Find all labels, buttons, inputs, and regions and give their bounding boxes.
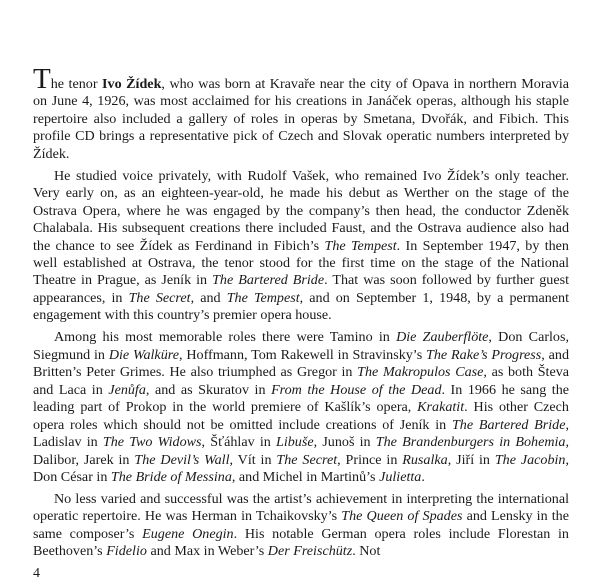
work-title: Julietta bbox=[379, 468, 422, 485]
work-title: Die Zauberflöte bbox=[396, 329, 489, 346]
work-title: The Jacobin bbox=[494, 451, 566, 468]
text-segment: He studied voice privately, with Rudolf Vašek, who remained Ivo Žídek’s only teacher. Very early on, as an eighteen-year-old, he made his debut as Werther on the stage of the Ostrava Opera, where he was engaged by the company’s then head, the conductor Zdeněk Chalabala. His subsequent creations there included Faust, and the Ostrava audience also had the chance to see Žídek as Ferdinand in Fibich’s bbox=[33, 167, 569, 254]
text-segment: , Ladislav in bbox=[33, 416, 570, 451]
text-segment: . His other Czech opera roles which should not be omitted include creations of Jeník in bbox=[33, 399, 569, 433]
text-segment: . bbox=[421, 468, 425, 485]
text-segment: . Not bbox=[352, 543, 381, 560]
paragraph bbox=[33, 168, 569, 325]
text-segment: he tenor bbox=[50, 76, 103, 92]
work-title: Krakatit bbox=[417, 399, 465, 416]
text-segment: , and as Skuratov in bbox=[145, 381, 272, 398]
work-title: Eugene Onegin bbox=[142, 525, 234, 542]
work-title: The Secret bbox=[276, 451, 338, 468]
work-title: The Tempest bbox=[226, 289, 300, 306]
text-segment: , and Michel in Martinů’s bbox=[231, 468, 380, 485]
text-segment: , Jiří in bbox=[447, 451, 495, 468]
person-name: Ivo Žídek bbox=[102, 76, 162, 92]
work-title: The Rake’s Progress bbox=[426, 346, 542, 363]
text-segment: . That was soon followed by further guest appearances, in bbox=[33, 272, 570, 306]
text-segment: , who was born at Kravaře near the city of Opava in northern Moravia on June 4, 1926, was most acclaimed for his creations in Janáček operas, although his staple repertoire also included a gallery of roles in operas by Smetana, Dvořák, and Fibich. This profile CD brings a representative pick of Czech and Slovak operatic numbers interpreted by Žídek. bbox=[33, 76, 569, 162]
text-segment: , Vít in bbox=[229, 451, 277, 468]
article-body bbox=[33, 63, 570, 561]
paragraph bbox=[33, 329, 569, 486]
text-segment: , as both Števa and Laca in bbox=[33, 364, 570, 398]
work-title: The Makropulos Case bbox=[357, 364, 484, 381]
text-segment: , and bbox=[190, 289, 227, 306]
text-segment: . In 1966 he sang the leading part of Prokop in the world premiere of Kašlík’s opera, bbox=[33, 381, 569, 416]
work-title: The Secret bbox=[128, 289, 191, 306]
text-segment: , Don César in bbox=[33, 451, 570, 485]
text-segment: No less varied and successful was the artist’s achievement in interpreting the international operatic repertoire. He was Herman in Tchaikovsky’s bbox=[33, 490, 569, 525]
work-title: The Tempest bbox=[324, 237, 397, 254]
text-segment: Among his most memorable roles there were Tamino in bbox=[54, 329, 397, 346]
text-segment: , Junoš in bbox=[313, 434, 376, 451]
text-segment: , Prince in bbox=[337, 451, 403, 468]
paragraph bbox=[33, 491, 569, 561]
text-segment: , Šťáhlav in bbox=[201, 434, 276, 451]
work-title: The Two Widows bbox=[102, 434, 202, 451]
text-segment: , and Britten’s Peter Grimes. He also triumphed as Gregor in bbox=[33, 346, 569, 381]
text-segment: . His notable German opera roles include Florestan in Beethoven’s bbox=[33, 525, 569, 560]
work-title: Rusalka bbox=[402, 451, 448, 468]
work-title: Die Walküre bbox=[108, 346, 179, 363]
work-title: The Bartered Bride bbox=[451, 416, 566, 433]
work-title: The Bride of Messina bbox=[110, 468, 232, 485]
work-title: The Brandenburgers in Bohemia bbox=[375, 434, 566, 451]
work-title: From the House of the Dead bbox=[271, 381, 442, 398]
text-segment: and Max in Weber’s bbox=[146, 543, 268, 560]
work-title: Der Freischütz bbox=[267, 543, 353, 560]
text-segment: , and on September 1, 1948, by a permanent engagement with this country’s premier opera house. bbox=[33, 289, 569, 324]
work-title: The Queen of Spades bbox=[341, 508, 463, 525]
work-title: The Bartered Bride bbox=[212, 272, 325, 289]
text-segment: and Lensky in the same composer’s bbox=[33, 508, 569, 542]
page-number: 4 bbox=[33, 566, 40, 581]
text-segment: . In September 1947, by then well established at Ostrava, the tenor stood for the first time on the stage of the National Theatre in Prague, as Jeník in bbox=[33, 237, 569, 289]
paragraph bbox=[33, 63, 569, 163]
work-title: Jenůfa bbox=[108, 381, 146, 398]
text-segment: , Hoffmann, Tom Rakewell in Stravinsky’s bbox=[178, 346, 427, 363]
text-segment: , Dalibor, Jarek in bbox=[33, 434, 569, 468]
text-segment: , Don Carlos, Siegmund in bbox=[33, 329, 569, 363]
work-title: Fidelio bbox=[106, 543, 147, 560]
work-title: Libuše bbox=[276, 434, 314, 451]
drop-cap: T bbox=[33, 63, 51, 95]
work-title: The Devil’s Wall bbox=[134, 451, 230, 468]
